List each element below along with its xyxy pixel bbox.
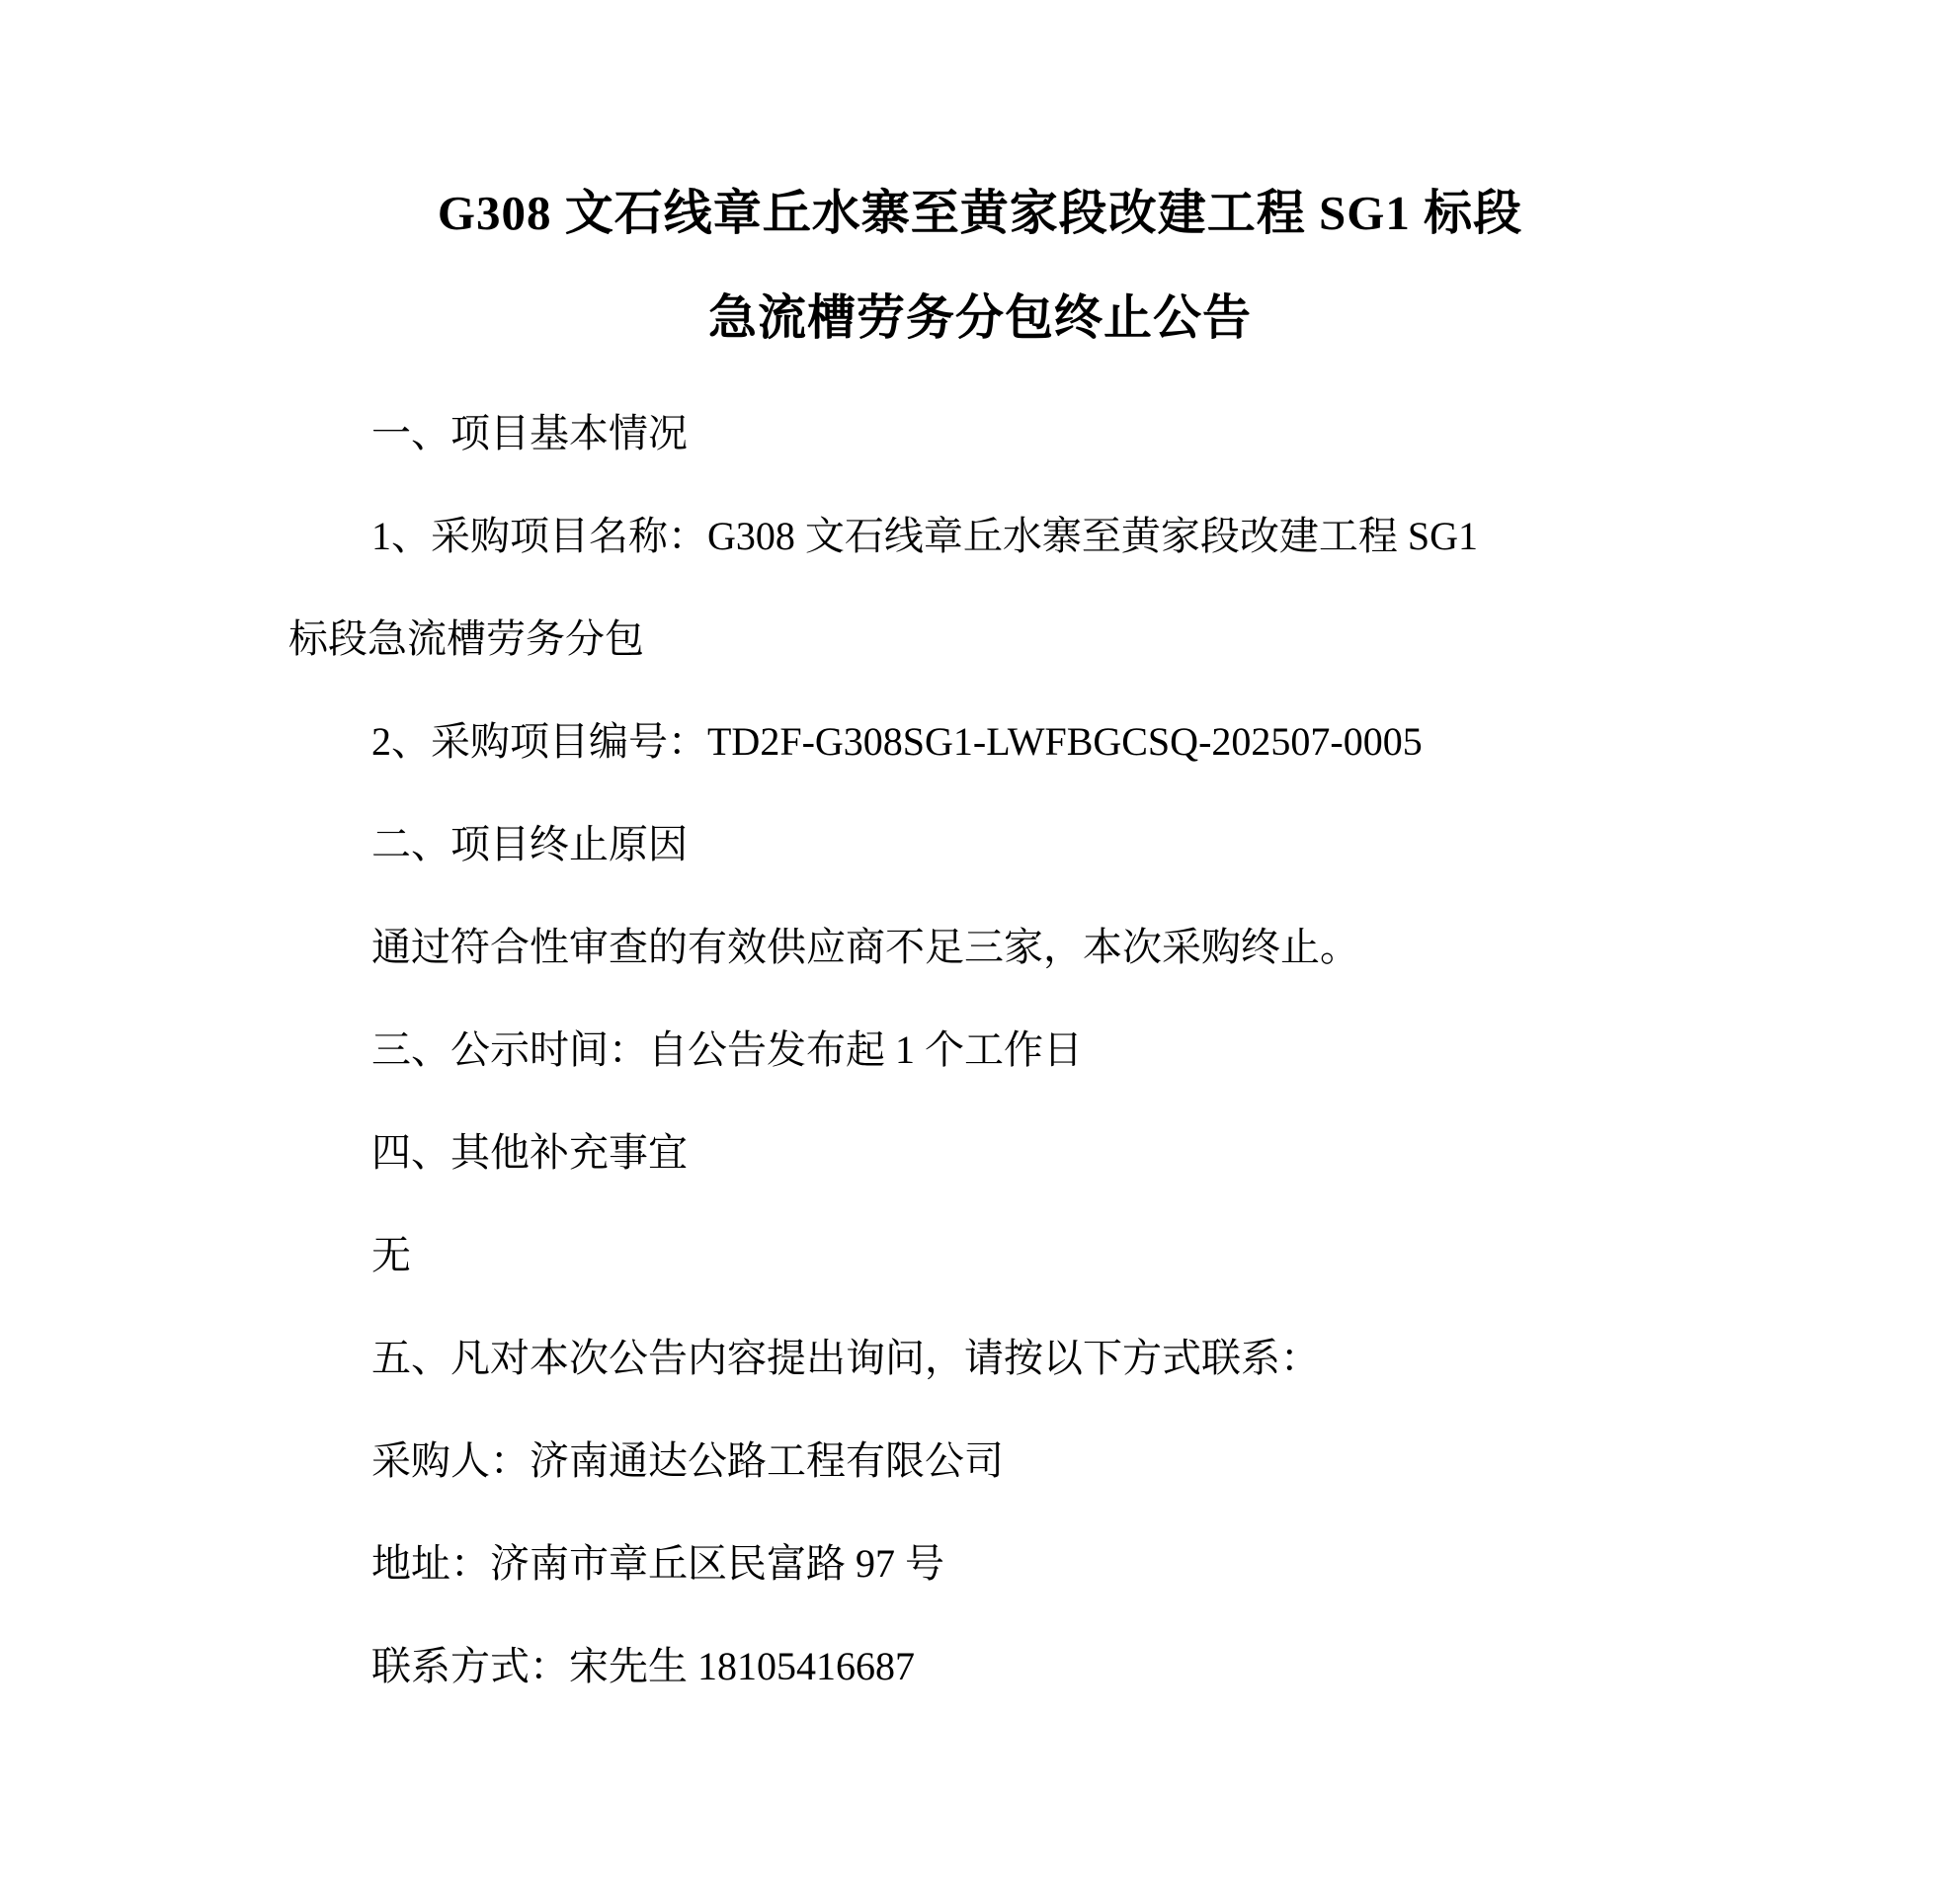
section-heading-basic-info: 一、项目基本情况: [371, 411, 688, 455]
item-procurement-project-number: 2、采购项目编号：TD2F-G308SG1-LWFBGCSQ-202507-0005: [371, 719, 1423, 764]
document-title-line-2: 急流槽劳务分包终止公告: [707, 290, 1252, 345]
contact-phone: 联系方式：宋先生 18105416687: [371, 1644, 915, 1688]
item-procurement-project-name-continuation: 标段急流槽劳务分包: [288, 616, 644, 661]
item-procurement-project-name: 1、采购项目名称：G308 文石线章丘水寨至黄家段改建工程 SG1: [371, 514, 1479, 558]
section-publicity-period: 三、公示时间：自公告发布起 1 个工作日: [371, 1027, 1083, 1072]
section-heading-other-matters: 四、其他补充事宜: [371, 1130, 688, 1175]
other-matters-none: 无: [371, 1233, 411, 1277]
document-body: [288, 382, 1672, 1718]
section-heading-termination-reason: 二、项目终止原因: [371, 822, 688, 866]
termination-reason-text: 通过符合性审查的有效供应商不足三家，本次采购终止。: [371, 925, 1359, 969]
document-title-line-1: G308 文石线章丘水寨至黄家段改建工程 SG1 标段: [437, 186, 1523, 240]
section-contact-intro: 五、凡对本次公告内容提出询问，请按以下方式联系：: [371, 1336, 1320, 1380]
contact-purchaser: 采购人：济南通达公路工程有限公司: [371, 1438, 1004, 1483]
contact-address: 地址：济南市章丘区民富路 97 号: [371, 1541, 944, 1586]
